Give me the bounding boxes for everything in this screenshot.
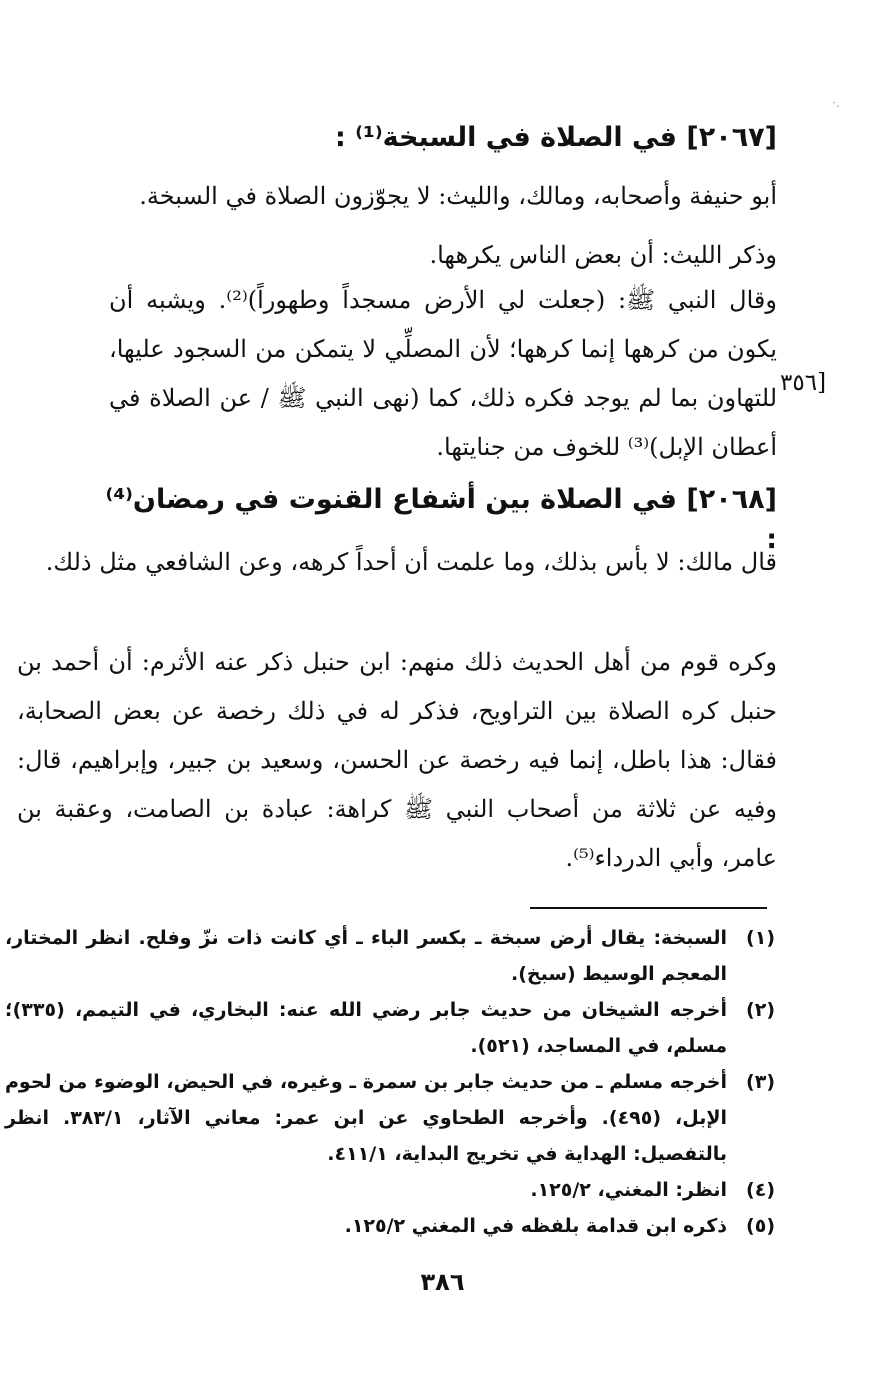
footnote-text: ذكره ابن قدامة بلفظه في المغني ١٢٥/٢.: [344, 1215, 727, 1237]
footnote-4: [5, 1172, 775, 1208]
footnote-2: [5, 992, 775, 1064]
section-heading-2068: [٢٠٦٨] في الصلاة بين أشفاع القنوت في رمضان⁽⁴⁾ :: [105, 484, 777, 555]
paragraph-1: أبو حنيفة وأصحابه، ومالك، والليث: لا يجوّزون الصلاة في السبخة.: [139, 182, 777, 210]
footnote-number: (٤): [746, 1179, 775, 1201]
margin-manuscript-folio: [٣٥٦: [780, 370, 827, 396]
footnote-text: انظر: المغني، ١٢٥/٢.: [530, 1179, 727, 1201]
footnote-number: (٥): [746, 1215, 775, 1237]
footnote-number: (٣): [746, 1071, 775, 1093]
footnote-1: [5, 920, 775, 992]
section-heading-2067: [٢٠٦٧] في الصلاة في السبخة⁽¹⁾ :: [335, 122, 777, 153]
paragraph-3: وقال النبي ﷺ: (جعلت لي الأرض مسجداً وطهوراً)⁽²⁾. ويشبه أن يكون من كرهها إنما كرهها؛ لأن المصلِّي لا يتمكن من السجود عليها، للتهاون بما لم يوجد فكره ذلك، كما (نهى النبي ﷺ / عن الصلاة في أعطان الإبل)⁽³⁾ للخوف من جنايتها.: [109, 286, 777, 461]
paragraph-5: وكره قوم من أهل الحديث ذلك منهم: ابن حنبل ذكر عنه الأثرم: أن أحمد بن حنبل كره الصلاة بين التراويح، فذكر له في ذلك رخصة عن بعض الصحابة، فقال: هذا باطل، إنما فيه رخصة عن الحسن، وسعيد بن جبير، وإبراهيم، قال: وفيه عن ثلاثة من أصحاب النبي ﷺ كراهة: عبادة بن الصامت، وعقبة بن عامر، وأبي الدرداء⁽⁵⁾.: [17, 648, 777, 872]
paragraph-2: وذكر الليث: أن بعض الناس يكرهها.: [429, 241, 777, 269]
footnote-number: (٢): [746, 999, 775, 1021]
footnote-text: السبخة: يقال أرض سبخة ـ بكسر الباء ـ أي كانت ذات نزّ وفلح. انظر المختار، المعجم الوسيط (سبخ).: [5, 927, 727, 985]
footnotes: [5, 920, 775, 1244]
paragraph-4: قال مالك: لا بأس بذلك، وما علمت أن أحداً كرهه، وعن الشافعي مثل ذلك.: [45, 548, 777, 576]
footnote-text: أخرجه الشيخان من حديث جابر رضي الله عنه: البخاري، في التيمم، (٣٣٥)؛ مسلم، في المساجد، (٥٢١).: [5, 999, 727, 1057]
footnote-separator: [530, 907, 767, 909]
page-number: ٣٨٦: [420, 1268, 465, 1296]
footnote-number: (١): [746, 927, 775, 949]
scan-speck: ·.: [832, 96, 840, 110]
footnote-5: [5, 1208, 775, 1244]
footnote-text: أخرجه مسلم ـ من حديث جابر بن سمرة ـ وغيره، في الحيض، الوضوء من لحوم الإبل، (٤٩٥). وأخرجه الطحاوي عن ابن عمر: معاني الآثار، ٣٨٣/١. انظر بالتفصيل: الهداية في تخريج البداية، ٤١١/١.: [5, 1071, 727, 1165]
footnote-3: [5, 1064, 775, 1172]
